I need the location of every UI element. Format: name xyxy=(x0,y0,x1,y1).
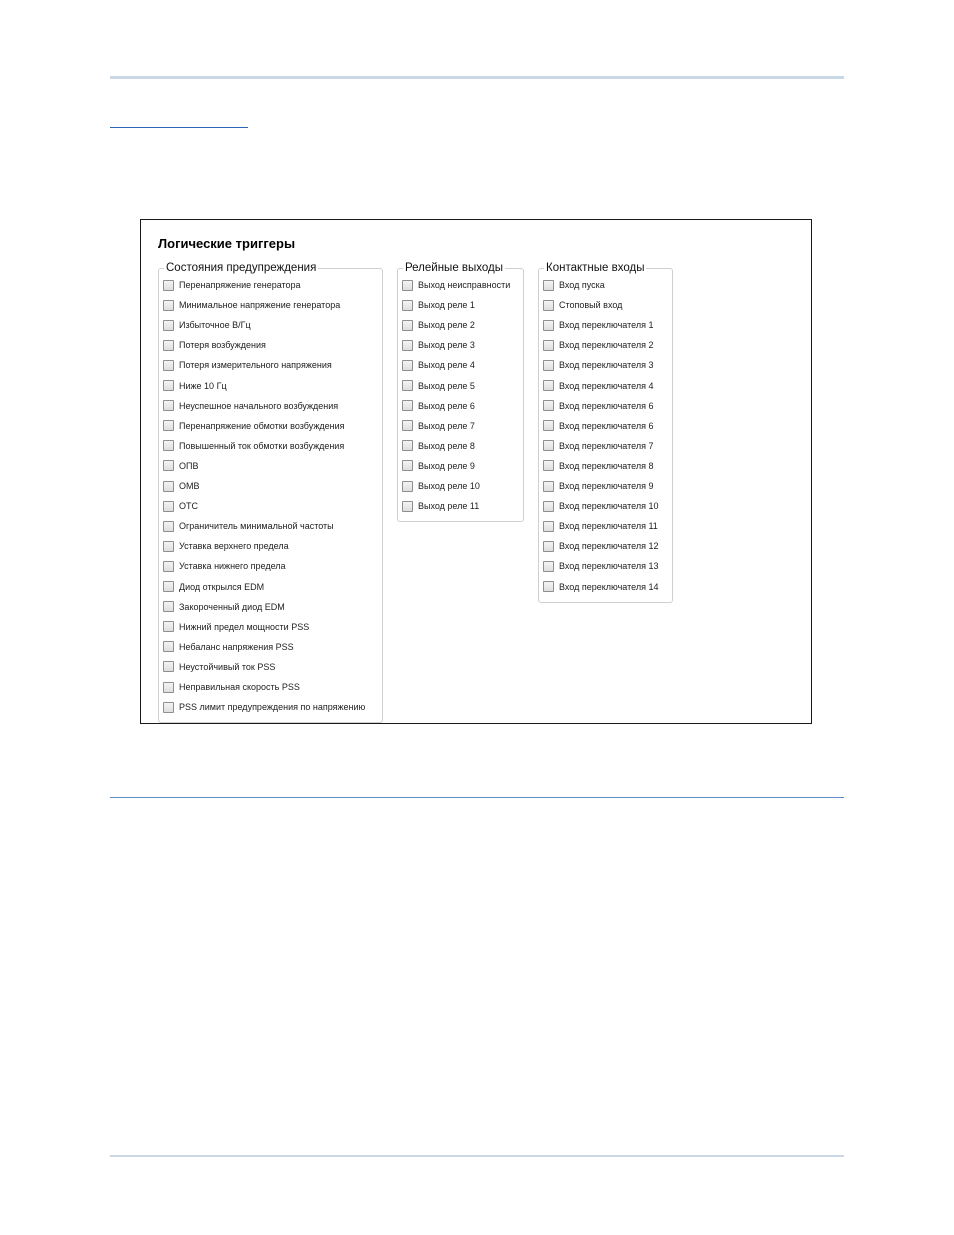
checkbox[interactable] xyxy=(163,501,174,512)
group-legend: Контактные входы xyxy=(546,262,645,274)
checkbox[interactable] xyxy=(543,360,554,371)
checkbox[interactable] xyxy=(543,340,554,351)
checkbox[interactable] xyxy=(543,521,554,532)
checkbox-label: Закороченный диод EDM xyxy=(179,601,285,612)
checkbox-item[interactable] xyxy=(543,358,653,372)
checkbox[interactable] xyxy=(163,460,174,471)
checkbox-item[interactable] xyxy=(402,338,475,352)
checkbox[interactable] xyxy=(543,541,554,552)
checkbox-label: Уставка верхнего предела xyxy=(179,541,289,552)
checkbox-item[interactable] xyxy=(163,620,309,634)
checkbox-label: Выход реле 5 xyxy=(418,380,475,391)
checkbox-item[interactable] xyxy=(543,298,622,312)
checkbox[interactable] xyxy=(543,380,554,391)
checkbox-label: Вход переключателя 13 xyxy=(559,561,659,572)
checkbox-label: Повышенный ток обмотки возбуждения xyxy=(179,440,345,451)
checkbox-label: Вход переключателя 9 xyxy=(559,481,654,491)
checkbox-label: Вход переключателя 4 xyxy=(559,380,654,391)
checkbox-item[interactable] xyxy=(163,499,198,513)
checkbox-label: Вход переключателя 2 xyxy=(559,340,654,351)
checkbox[interactable] xyxy=(163,561,174,572)
link-underline xyxy=(110,127,248,128)
panel-title: Логические триггеры xyxy=(158,236,296,251)
checkbox-item[interactable] xyxy=(402,419,475,433)
checkbox-label: Перенапряжение обмотки возбуждения xyxy=(179,420,345,431)
checkbox-item[interactable] xyxy=(163,379,227,393)
checkbox[interactable] xyxy=(402,320,413,331)
checkbox-item[interactable] xyxy=(543,580,658,594)
checkbox[interactable] xyxy=(543,400,554,411)
checkbox-label: Вход переключателя 1 xyxy=(559,320,654,331)
checkbox-item[interactable] xyxy=(163,680,300,694)
checkbox-label: Вход переключателя 11 xyxy=(559,521,658,532)
checkbox[interactable] xyxy=(402,380,413,391)
checkbox-label: Избыточное В/Гц xyxy=(179,320,251,331)
checkbox-label: Выход неисправности xyxy=(418,280,511,290)
group-contact-inputs xyxy=(538,262,673,603)
checkbox-item[interactable] xyxy=(402,479,480,493)
checkbox-label: Вход пуска xyxy=(559,280,605,290)
checkbox-item[interactable] xyxy=(543,439,653,453)
checkbox-item[interactable] xyxy=(543,559,658,573)
checkbox-label: Выход реле 1 xyxy=(418,300,475,311)
checkbox-item[interactable] xyxy=(402,298,475,312)
checkbox[interactable] xyxy=(402,360,413,371)
checkbox-item[interactable] xyxy=(163,600,285,614)
checkbox-item[interactable] xyxy=(543,399,653,413)
checkbox-item[interactable] xyxy=(163,399,338,413)
group-relay-outputs xyxy=(397,262,524,522)
checkbox-label: ОПВ xyxy=(179,460,199,471)
section-divider xyxy=(110,797,844,798)
checkbox-label: Вход переключателя 7 xyxy=(559,440,654,451)
checkbox[interactable] xyxy=(163,440,174,451)
checkbox[interactable] xyxy=(163,702,174,713)
checkbox-label: Выход реле 7 xyxy=(418,420,475,431)
checkbox-item[interactable] xyxy=(163,640,294,654)
checkbox-label: Уставка нижнего предела xyxy=(179,561,286,572)
checkbox-item[interactable] xyxy=(543,318,653,332)
checkbox-item[interactable] xyxy=(163,519,334,533)
checkbox[interactable] xyxy=(163,621,174,632)
checkbox-label: Нижний предел мощности PSS xyxy=(179,621,310,632)
checkbox-label: OMB xyxy=(179,481,200,491)
header-rule xyxy=(110,76,844,79)
checkbox[interactable] xyxy=(543,481,554,492)
checkbox[interactable] xyxy=(402,440,413,451)
checkbox-item[interactable] xyxy=(163,559,286,573)
checkbox[interactable] xyxy=(163,661,174,672)
footer-rule xyxy=(110,1155,844,1157)
logic-triggers-panel xyxy=(140,219,812,724)
checkbox-item[interactable] xyxy=(163,419,345,433)
checkbox[interactable] xyxy=(543,581,554,592)
checkbox-label: Вход переключателя 6 xyxy=(559,420,654,431)
checkbox[interactable] xyxy=(402,420,413,431)
checkbox-label: Ниже 10 Гц xyxy=(179,380,227,391)
group-legend: Состояния предупреждения xyxy=(166,262,317,274)
checkbox[interactable] xyxy=(163,601,174,612)
checkbox[interactable] xyxy=(402,340,413,351)
checkbox[interactable] xyxy=(402,400,413,411)
checkbox-item[interactable] xyxy=(543,338,653,352)
checkbox[interactable] xyxy=(543,460,554,471)
checkbox[interactable] xyxy=(163,400,174,411)
checkbox-item[interactable] xyxy=(163,479,200,493)
checkbox-item[interactable] xyxy=(163,439,344,453)
checkbox[interactable] xyxy=(543,420,554,431)
checkbox-label: Небаланс напряжения PSS xyxy=(179,641,294,652)
checkbox-label: Ограничитель минимальной частоты xyxy=(179,521,334,532)
checkbox-label: Стоповый вход xyxy=(559,300,623,311)
checkbox[interactable] xyxy=(163,420,174,431)
checkbox-label: Потеря возбуждения xyxy=(179,340,266,351)
checkbox-label: Вход переключателя 12 xyxy=(559,541,659,552)
checkbox-item[interactable] xyxy=(543,479,653,493)
checkbox-item[interactable] xyxy=(163,660,275,674)
checkbox-item[interactable] xyxy=(543,379,653,393)
checkbox-label: Потеря измерительного напряжения xyxy=(179,360,332,371)
checkbox-label: PSS лимит предупреждения по напряжению xyxy=(179,702,366,713)
checkbox-item[interactable] xyxy=(402,439,475,453)
checkbox[interactable] xyxy=(402,460,413,471)
checkbox-item[interactable] xyxy=(402,358,475,372)
checkbox-label: Неправильная скорость PSS xyxy=(179,682,300,692)
checkbox-item[interactable] xyxy=(402,278,510,292)
checkbox-item[interactable] xyxy=(163,700,365,714)
checkbox-label: Вход переключателя 14 xyxy=(559,581,659,592)
checkbox[interactable] xyxy=(543,300,554,311)
checkbox-label: OTC xyxy=(179,501,198,512)
checkbox-item[interactable] xyxy=(543,278,605,292)
checkbox-item[interactable] xyxy=(163,459,198,473)
checkbox[interactable] xyxy=(543,440,554,451)
checkbox[interactable] xyxy=(543,280,554,291)
checkbox-label: Выход реле 2 xyxy=(418,320,475,331)
checkbox-label: Выход реле 10 xyxy=(418,481,480,491)
checkbox[interactable] xyxy=(163,280,174,291)
checkbox[interactable] xyxy=(163,380,174,391)
checkbox-item[interactable] xyxy=(543,539,658,553)
group-legend: Релейные выходы xyxy=(405,262,504,274)
checkbox[interactable] xyxy=(402,481,413,492)
group-warning-states xyxy=(158,262,383,723)
checkbox[interactable] xyxy=(543,320,554,331)
checkbox-item[interactable] xyxy=(543,499,658,513)
checkbox[interactable] xyxy=(163,541,174,552)
checkbox[interactable] xyxy=(543,501,554,512)
checkbox[interactable] xyxy=(163,481,174,492)
checkbox[interactable] xyxy=(163,581,174,592)
checkbox-label: Выход реле 8 xyxy=(418,440,475,451)
checkbox-label: Неустойчивый ток PSS xyxy=(179,661,276,672)
checkbox-label: Выход реле 6 xyxy=(418,400,475,411)
checkbox-label: Выход реле 9 xyxy=(418,460,475,471)
checkbox[interactable] xyxy=(163,320,174,331)
checkbox-item[interactable] xyxy=(543,419,653,433)
checkbox-label: Неуспешное начального возбуждения xyxy=(179,400,339,411)
checkbox-item[interactable] xyxy=(402,379,475,393)
checkbox-item[interactable] xyxy=(163,298,340,312)
checkbox-label: Вход переключателя 8 xyxy=(559,460,654,471)
checkbox-item[interactable] xyxy=(402,318,475,332)
checkbox-item[interactable] xyxy=(163,580,264,594)
checkbox-label: Вход переключателя 3 xyxy=(559,360,654,371)
checkbox[interactable] xyxy=(163,682,174,693)
checkbox[interactable] xyxy=(543,561,554,572)
checkbox-item[interactable] xyxy=(163,278,301,292)
checkbox[interactable] xyxy=(163,300,174,311)
checkbox[interactable] xyxy=(163,641,174,652)
checkbox-item[interactable] xyxy=(402,499,479,513)
checkbox-item[interactable] xyxy=(163,539,289,553)
checkbox-label: Диод открылся EDM xyxy=(179,581,265,592)
checkbox[interactable] xyxy=(402,501,413,512)
checkbox-label: Выход реле 4 xyxy=(418,360,475,371)
checkbox-item[interactable] xyxy=(543,459,653,473)
checkbox-item[interactable] xyxy=(163,358,332,372)
checkbox-label: Вход переключателя 6 xyxy=(559,400,654,411)
checkbox-label: Выход реле 3 xyxy=(418,340,475,351)
checkbox-label: Вход переключателя 10 xyxy=(559,501,659,512)
checkbox-item[interactable] xyxy=(163,318,251,332)
checkbox-item[interactable] xyxy=(163,338,266,352)
checkbox-item[interactable] xyxy=(402,399,475,413)
checkbox-label: Перенапряжение генератора xyxy=(179,280,301,290)
checkbox-label: Минимальное напряжение генератора xyxy=(179,300,341,311)
checkbox[interactable] xyxy=(163,521,174,532)
checkbox-label: Выход реле 11 xyxy=(418,501,480,512)
checkbox[interactable] xyxy=(163,340,174,351)
checkbox[interactable] xyxy=(163,360,174,371)
checkbox[interactable] xyxy=(402,280,413,291)
checkbox-item[interactable] xyxy=(543,519,658,533)
checkbox[interactable] xyxy=(402,300,413,311)
checkbox-item[interactable] xyxy=(402,459,475,473)
